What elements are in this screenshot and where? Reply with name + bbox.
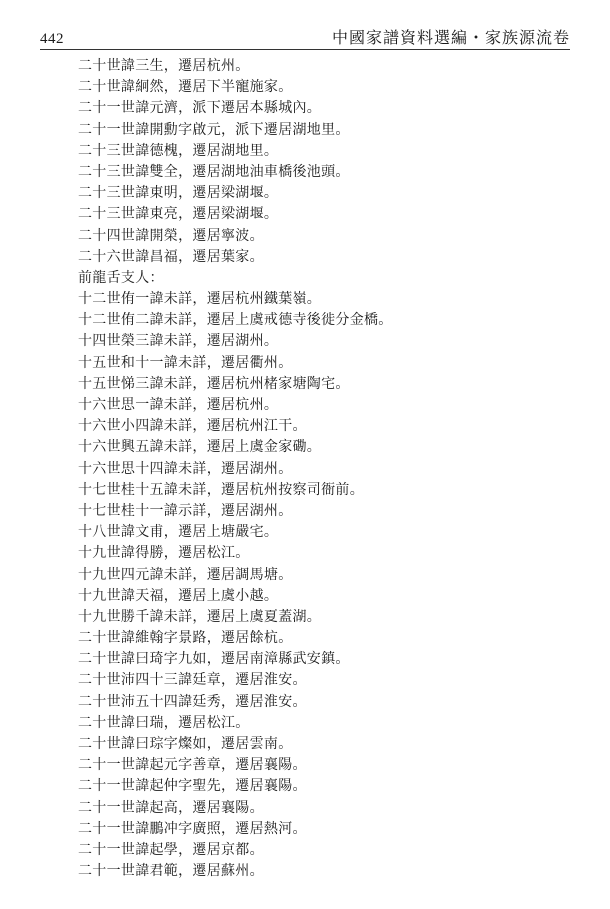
entry-line: 十五世和十一諱未詳，遷居衢州。 bbox=[78, 354, 293, 371]
entry-line: 二十三世諱東亮，遷居梁湖堰。 bbox=[78, 206, 279, 223]
entry-line: 二十三世諱德槐，遷居湖地里。 bbox=[78, 142, 279, 159]
entry-line: 十六世興五諱未詳，遷居上虞金家磡。 bbox=[78, 439, 322, 456]
entry-line: 十九世諱得勝，遷居松江。 bbox=[78, 545, 250, 562]
entry-line: 二十一世諱元濟，派下遷居本縣城內。 bbox=[78, 100, 322, 117]
entry-line: 二十世諱維翰字景路，遷居餘杭。 bbox=[78, 630, 293, 647]
entry-line: 十四世榮三諱未詳，遷居湖州。 bbox=[78, 333, 279, 350]
entry-line: 十七世桂十五諱未詳，遷居杭州按察司衙前。 bbox=[78, 481, 364, 498]
entry-line: 二十一世諱起元字善章，遷居襄陽。 bbox=[78, 757, 307, 774]
entry-line: 二十六世諱昌福，遷居葉家。 bbox=[78, 248, 264, 265]
entry-line: 二十一世諱起仲字聖先，遷居襄陽。 bbox=[78, 778, 307, 795]
entry-line: 二十四世諱開榮，遷居寧波。 bbox=[78, 227, 264, 244]
book-title: 中國家譜資料選編・家族源流卷 bbox=[331, 28, 570, 47]
entry-line: 二十世諱曰琦字九如，遷居南漳縣武安鎮。 bbox=[78, 651, 350, 668]
entry-line: 二十一世諱開勳字啟元，派下遷居湖地里。 bbox=[78, 121, 350, 138]
entry-line: 二十一世諱起高，遷居襄陽。 bbox=[78, 799, 264, 816]
entry-line: 十七世桂十一諱示詳，遷居湖州。 bbox=[78, 502, 293, 519]
entry-line: 二十世諱曰琮字燦如，遷居雲南。 bbox=[78, 736, 293, 752]
entry-line: 二十三世諱東明，遷居梁湖堰。 bbox=[78, 185, 279, 202]
entry-line: 十六世思十四諱未詳，遷居湖州。 bbox=[78, 460, 293, 477]
page-header bbox=[40, 22, 570, 48]
page-number: 442 bbox=[40, 31, 64, 47]
entry-line: 十二世侑一諱未詳，遷居杭州鐵葉嶺。 bbox=[78, 291, 322, 308]
entry-line: 二十一世諱鵬冲字廣照，遷居熱河。 bbox=[78, 820, 307, 837]
genealogy-entry-list bbox=[78, 56, 580, 882]
entry-line: 二十世沛四十三諱廷章，遷居淮安。 bbox=[78, 672, 307, 689]
entry-line: 十九世勝千諱未詳，遷居上虞夏蓋湖。 bbox=[78, 608, 322, 625]
entry-line: 十六世小四諱未詳，遷居杭州江干。 bbox=[78, 418, 307, 435]
entry-line: 前龍舌支人： bbox=[78, 269, 164, 286]
entry-line: 十二世侑二諱未詳，遷居上虞戒德寺後徙分金橋。 bbox=[78, 312, 393, 329]
entry-line: 十八世諱文甫，遷居上塘嚴宅。 bbox=[78, 524, 279, 541]
header-rule bbox=[40, 49, 570, 50]
entry-line: 二十世諱絅然，遷居下半寵施家。 bbox=[78, 79, 293, 96]
entry-line: 二十一世諱起學，遷居京都。 bbox=[78, 841, 264, 858]
entry-line: 十六世思一諱未詳，遷居杭州。 bbox=[78, 397, 279, 413]
entry-line: 二十世沛五十四諱廷秀，遷居淮安。 bbox=[78, 693, 307, 710]
entry-line: 二十世諱曰瑞，遷居松江。 bbox=[78, 714, 250, 731]
entry-line: 二十三世諱雙全，遷居湖地油車橋後池頭。 bbox=[78, 163, 350, 180]
entry-line: 十九世四元諱未詳，遷居調馬塘。 bbox=[78, 566, 293, 583]
entry-line: 二十一世諱君範，遷居蘇州。 bbox=[78, 863, 264, 880]
entry-line: 十九世諱天福，遷居上虞小越。 bbox=[78, 587, 279, 604]
entry-line: 十五世悌三諱未詳，遷居杭州楮家塘陶宅。 bbox=[78, 375, 350, 392]
entry-line: 二十世諱三生，遷居杭州。 bbox=[78, 58, 250, 74]
